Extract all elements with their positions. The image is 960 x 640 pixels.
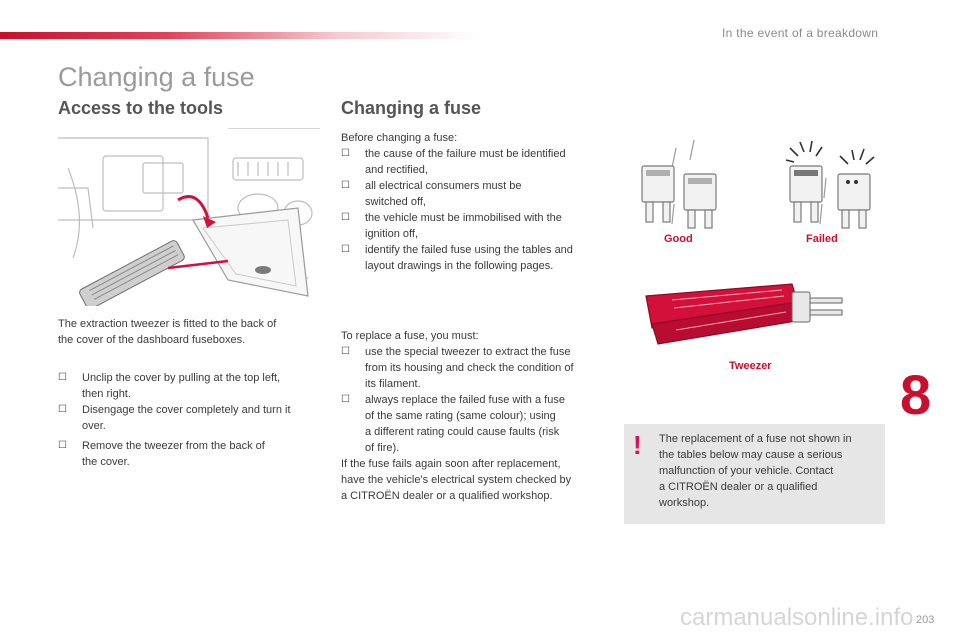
tweezer-illustration — [642, 278, 850, 348]
dashboard-fusebox-illustration — [58, 128, 320, 306]
list-item: ☐ all electrical consumers must be switched off, — [341, 180, 522, 208]
replace-fuse-list: To replace a fuse, you must: ☐ use the special tweezer to extract the fuse from its housing and check the condition of its filament. ☐ always replace the failed fuse with a fuse of the same rating (same colour); using a different rating could cause faults (risk of fire). If the fuse fails again soon after replacement, have the vehicle's electrical system checked by a CITROËN dealer or a qualified workshop. — [341, 328, 606, 504]
chapter-number: 8 — [900, 363, 932, 426]
list-item: ☐ Remove the tweezer from the back of the cover. — [58, 440, 265, 468]
list-item: ☐ Disengage the cover completely and turn it over. — [58, 404, 291, 432]
warning-text: The replacement of a fuse not shown in the tables below may cause a serious malfunction of your vehicle. Contact a CITROËN dealer or a qualified workshop. — [659, 433, 852, 509]
warning-icon: ! — [633, 430, 642, 460]
list-item: ☐ identify the failed fuse using the tables and layout drawings in the following pages. — [341, 244, 573, 272]
warning-box — [624, 424, 885, 524]
checkbox-icon: ☐ — [341, 180, 350, 191]
checkbox-icon: ☐ — [341, 148, 350, 159]
list-item: ☐ always replace the failed fuse with a fuse of the same rating (same colour); using a different rating could cause faults (risk of fire). — [341, 394, 565, 454]
page-number: 203 — [916, 614, 935, 626]
checkbox-icon: ☐ — [341, 212, 350, 223]
list-item: ☐ Unclip the cover by pulling at the top left, then right. — [58, 372, 281, 400]
checkbox-icon: ☐ — [58, 372, 67, 383]
before-changing-list: Before changing a fuse: ☐ the cause of the failure must be identified and rectified, ☐ all electrical consumers must be switched off, ☐ the vehicle must be immobilised with the ignition off, ☐ identify the failed fuse using the tables and layout drawings in the following pages. — [341, 130, 606, 274]
section-title: In the event of a breakdown — [722, 26, 879, 40]
header-accent-bar — [0, 32, 480, 39]
list-item: ☐ use the special tweezer to extract the fuse from its housing and check the condition of its filament. — [341, 346, 574, 390]
access-tools-heading: Access to the tools — [58, 98, 224, 118]
list-item: ☐ the vehicle must be immobilised with the ignition off, — [341, 212, 562, 240]
good-fuse-label: Good — [664, 233, 693, 245]
remove-tweezer-list — [58, 438, 320, 470]
cover-steps-list — [58, 370, 320, 434]
checkbox-icon: ☐ — [341, 394, 350, 405]
failed-fuse-label: Failed — [806, 233, 838, 245]
checkbox-icon: ☐ — [341, 346, 350, 357]
checkbox-icon: ☐ — [58, 404, 67, 415]
changing-fuse-heading: Changing a fuse — [341, 98, 482, 118]
list-item: ☐ the cause of the failure must be identified and rectified, — [341, 148, 566, 176]
good-fuse-illustration — [636, 138, 736, 230]
checkbox-icon: ☐ — [58, 440, 67, 451]
closing-advice: If the fuse fails again soon after replacement, have the vehicle's electrical system checked by a CITROËN dealer or a qualified workshop. — [341, 458, 572, 502]
watermark: carmanualsonline.info — [680, 604, 914, 631]
checkbox-icon: ☐ — [341, 244, 350, 255]
page-title: Changing a fuse — [58, 62, 255, 92]
tweezer-label: Tweezer — [729, 360, 772, 372]
tweezer-location-text: The extraction tweezer is fitted to the back of the cover of the dashboard fuseboxes. — [58, 318, 277, 346]
failed-fuse-illustration — [784, 138, 884, 230]
